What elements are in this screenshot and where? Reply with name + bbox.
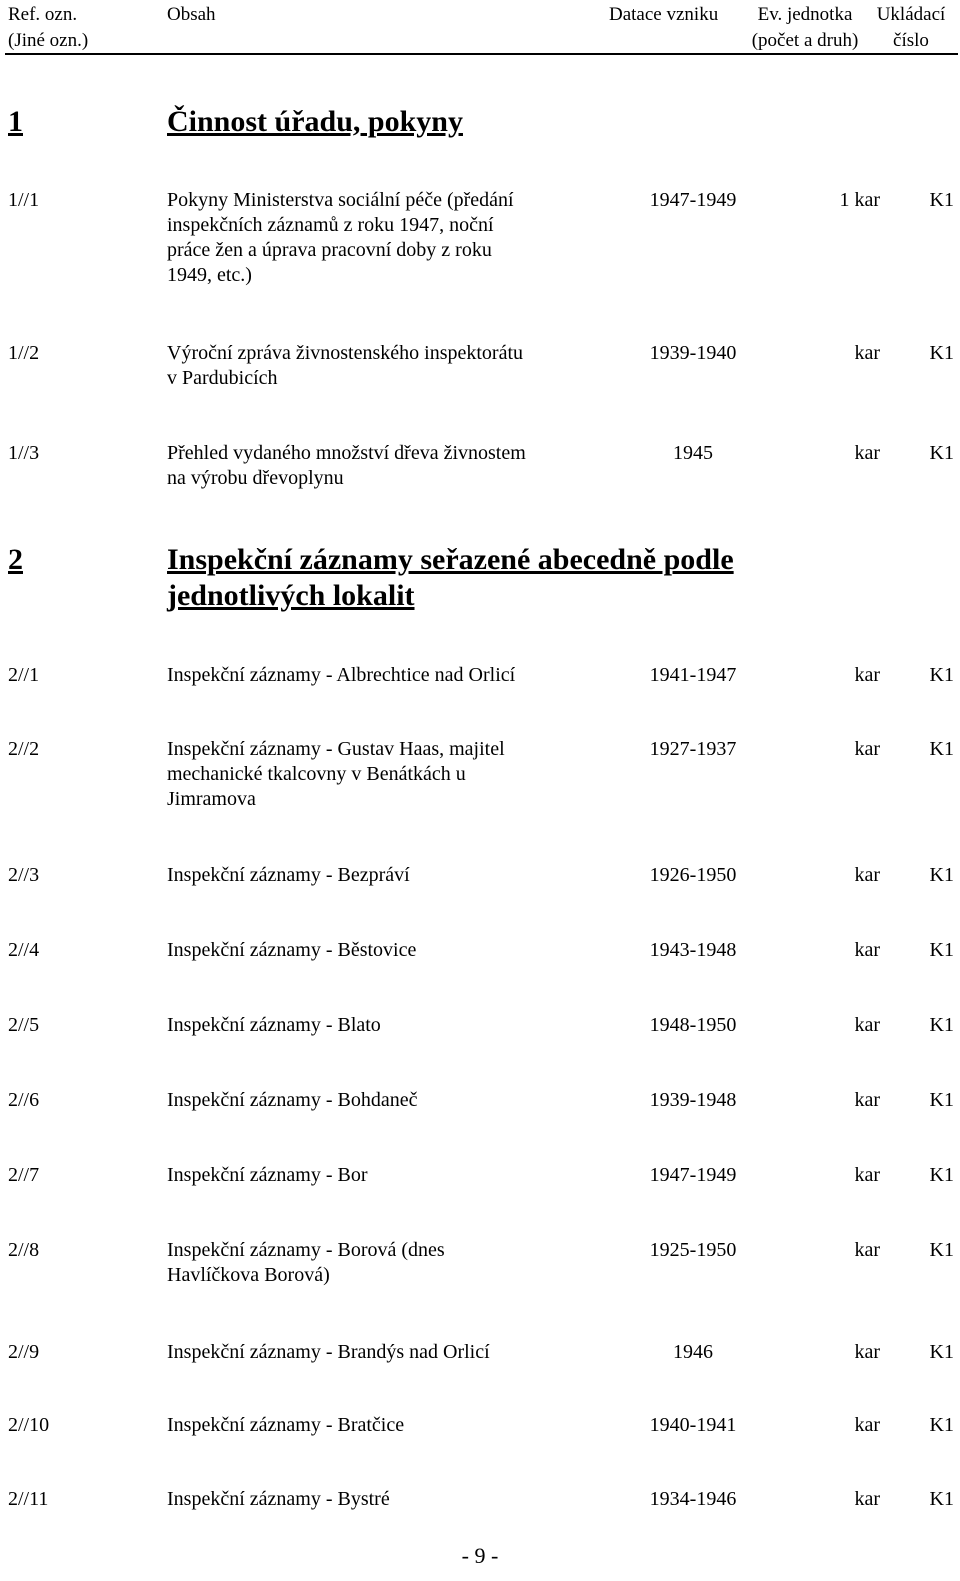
row-store: K1 — [929, 1414, 954, 1436]
row-unit: kar — [854, 1089, 880, 1111]
row-date: 1940-1941 — [649, 1414, 737, 1436]
row-desc — [167, 1088, 587, 1113]
desc-line: v Pardubicích — [167, 367, 278, 389]
row-ref: 2//6 — [8, 1089, 40, 1111]
desc-line: inspekčních záznamů z roku 1947, noční — [167, 214, 494, 236]
row-desc — [167, 663, 587, 688]
desc-line: Inspekční záznamy - Albrechtice nad Orlicí — [167, 664, 516, 686]
row-date: 1947-1949 — [649, 1164, 737, 1186]
row-unit: kar — [854, 1239, 880, 1261]
row-ref: 2//5 — [8, 1014, 40, 1036]
row-date: 1939-1940 — [649, 342, 737, 364]
row-unit: kar — [854, 1164, 880, 1186]
row-unit: kar — [854, 664, 880, 686]
header-unit — [745, 2, 865, 54]
row-date: 1943-1948 — [649, 939, 737, 961]
row-ref: 1//3 — [8, 442, 40, 464]
desc-line: Inspekční záznamy - Bratčice — [167, 1414, 405, 1436]
row-date: 1927-1937 — [649, 738, 737, 760]
desc-line: 1949, etc.) — [167, 264, 252, 286]
row-desc — [167, 938, 587, 963]
row-desc — [167, 1238, 587, 1288]
header-store-line2: číslo — [893, 30, 929, 51]
desc-line: Pokyny Ministerstva sociální péče (předání — [167, 189, 514, 211]
row-date: 1947-1949 — [649, 189, 737, 211]
row-desc — [167, 441, 587, 491]
header-unit-line2: (počet a druh) — [751, 30, 859, 51]
page-number: - 9 - — [461, 1543, 499, 1568]
desc-line: Přehled vydaného množství dřeva živnostem — [167, 442, 526, 464]
header-ref — [8, 2, 88, 54]
header-ref-line1: Ref. ozn. — [8, 4, 78, 25]
row-ref: 2//8 — [8, 1239, 40, 1261]
row-store: K1 — [929, 1239, 954, 1261]
row-date: 1926-1950 — [649, 864, 737, 886]
row-date: 1946 — [673, 1341, 713, 1363]
row-store: K1 — [929, 1014, 954, 1036]
row-unit: kar — [854, 1488, 880, 1510]
desc-line: na výrobu dřevoplynu — [167, 467, 344, 489]
row-store: K1 — [929, 864, 954, 886]
row-ref: 2//11 — [8, 1488, 49, 1510]
section-number: 2 — [8, 543, 23, 576]
row-ref: 1//2 — [8, 342, 40, 364]
row-unit: kar — [854, 342, 880, 364]
desc-line: Jimramova — [167, 788, 256, 810]
desc-line: Havlíčkova Borová) — [167, 1264, 330, 1286]
header-divider — [5, 53, 958, 55]
desc-line: Výroční zpráva živnostenského inspektorátu — [167, 342, 524, 364]
row-ref: 2//3 — [8, 864, 40, 886]
row-store: K1 — [929, 1164, 954, 1186]
row-unit: kar — [854, 738, 880, 760]
desc-line: práce žen a úprava pracovní doby z roku — [167, 239, 492, 261]
desc-line: mechanické tkalcovny v Benátkách u — [167, 763, 466, 785]
row-unit: 1 kar — [839, 189, 880, 211]
row-store: K1 — [929, 189, 954, 211]
row-ref: 2//4 — [8, 939, 40, 961]
row-ref: 2//9 — [8, 1341, 40, 1363]
header-unit-line1: Ev. jednotka — [757, 4, 853, 25]
desc-line: Inspekční záznamy - Bystré — [167, 1488, 390, 1510]
row-ref: 2//7 — [8, 1164, 40, 1186]
row-store: K1 — [929, 442, 954, 464]
row-desc — [167, 341, 587, 391]
row-desc — [167, 1487, 587, 1512]
desc-line: Inspekční záznamy - Brandýs nad Orlicí — [167, 1341, 490, 1363]
row-store: K1 — [929, 738, 954, 760]
desc-line: Inspekční záznamy - Borová (dnes — [167, 1239, 445, 1261]
row-ref: 2//1 — [8, 664, 40, 686]
row-date: 1941-1947 — [649, 664, 737, 686]
desc-line: Inspekční záznamy - Bor — [167, 1164, 368, 1186]
desc-line: Inspekční záznamy - Běstovice — [167, 939, 417, 961]
row-ref: 2//10 — [8, 1414, 50, 1436]
row-date: 1925-1950 — [649, 1239, 737, 1261]
row-desc — [167, 1163, 587, 1188]
row-store: K1 — [929, 1341, 954, 1363]
row-desc — [167, 188, 587, 288]
row-store: K1 — [929, 1488, 954, 1510]
row-desc — [167, 863, 587, 888]
row-desc — [167, 1013, 587, 1038]
row-store: K1 — [929, 342, 954, 364]
row-store: K1 — [929, 664, 954, 686]
section-title-line: Inspekční záznamy seřazené abecedně podle — [167, 543, 734, 576]
row-desc — [167, 1340, 587, 1365]
section-number: 1 — [8, 105, 23, 138]
row-date: 1945 — [673, 442, 713, 464]
row-unit: kar — [854, 442, 880, 464]
header-ref-line2: (Jiné ozn.) — [8, 30, 89, 51]
desc-line: Inspekční záznamy - Bohdaneč — [167, 1089, 418, 1111]
desc-line: Inspekční záznamy - Bezpráví — [167, 864, 410, 886]
section-title — [167, 542, 847, 614]
column-header — [0, 0, 960, 56]
header-date: Datace vzniku — [609, 4, 719, 25]
row-ref: 1//1 — [8, 189, 40, 211]
row-unit: kar — [854, 1414, 880, 1436]
row-date: 1939-1948 — [649, 1089, 737, 1111]
row-date: 1948-1950 — [649, 1014, 737, 1036]
row-store: K1 — [929, 1089, 954, 1111]
row-desc — [167, 737, 587, 812]
desc-line: Inspekční záznamy - Gustav Haas, majitel — [167, 738, 505, 760]
header-store-line1: Ukládací — [876, 4, 946, 25]
row-unit: kar — [854, 1014, 880, 1036]
section-title: Činnost úřadu, pokyny — [167, 105, 463, 138]
row-ref: 2//2 — [8, 738, 40, 760]
section-title-line: jednotlivých lokalit — [167, 579, 415, 612]
row-unit: kar — [854, 1341, 880, 1363]
row-unit: kar — [854, 864, 880, 886]
row-desc — [167, 1413, 587, 1438]
row-date: 1934-1946 — [649, 1488, 737, 1510]
row-unit: kar — [854, 939, 880, 961]
desc-line: Inspekční záznamy - Blato — [167, 1014, 381, 1036]
row-store: K1 — [929, 939, 954, 961]
header-store — [868, 2, 954, 54]
header-content: Obsah — [167, 4, 216, 25]
